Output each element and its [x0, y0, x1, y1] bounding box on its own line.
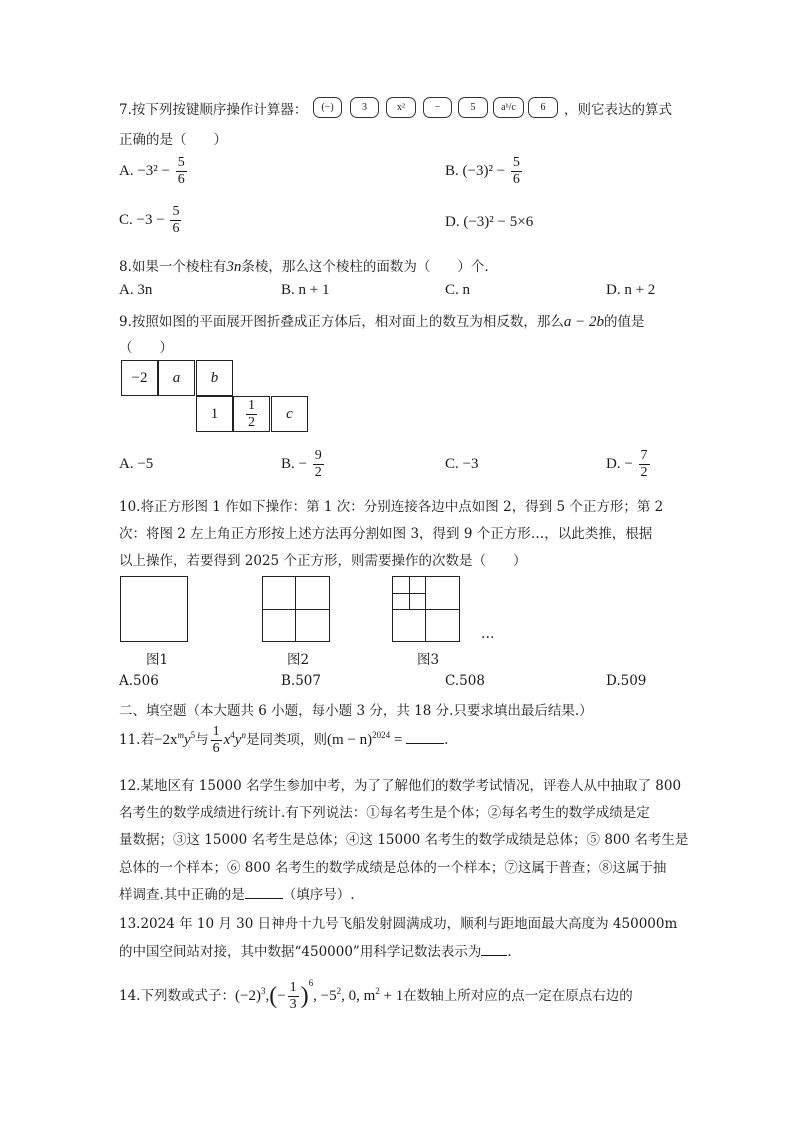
calc-key-3: 3	[350, 97, 379, 118]
q12-line5: 样调查.其中正确的是 （填序号）.	[119, 887, 355, 903]
calc-key-fraction: aᵇ/c	[493, 97, 524, 118]
q7-option-a: A. −3² − $\frac{5}{6}$	[119, 155, 185, 187]
q7-option-c: C. −3 − $\frac{5}{6}$	[119, 204, 180, 236]
q10-option-d: D.509	[606, 673, 647, 689]
figure-2-square	[262, 576, 330, 642]
q8-stem: 8.如果一个棱柱有3n条棱，那么这个棱柱的面数为（ ）个.	[119, 259, 489, 275]
q11-answer-blank	[406, 743, 444, 744]
q8-option-b: B. n + 1	[281, 282, 330, 298]
q8-option-c: C. n	[445, 282, 471, 298]
q10-stem-line1: 10.将正方形图 1 作如下操作：第 1 次：分别连接各边中点如图 2，得到 5 个正方形；第 2	[119, 499, 664, 515]
q14-stem: 14.下列数或式子：$(-2)^3,(-$ $\frac{1}{3}$ )$^6$, $-5^2$, 0, $m^2 + 1$在数轴上所对应的点一定在原点右边的	[119, 978, 633, 1013]
net-cell-1: 1	[196, 396, 233, 432]
q13-answer-blank	[481, 955, 507, 956]
q12-line1: 12.某地区有 15000 名学生参加中考，为了了解他们的数学考试情况，评卷人从中抽取了 800	[119, 778, 682, 794]
q12-line3: 量数据；③这 15000 名考生是总体；④这 15000 名考生的数学成绩是总体；⑤ 800 名考生是	[119, 832, 689, 848]
figure-3-square	[392, 576, 460, 642]
net-cell-a: a	[158, 360, 195, 396]
q9-option-c: C. −3	[445, 456, 479, 472]
q7-stem-end: ，则它表达的算式	[564, 102, 672, 118]
q9-stem-line2: （ ）	[119, 340, 173, 356]
net-cell-b: b	[196, 360, 233, 396]
q7-stem: 7.按下列按键顺序操作计算器：	[119, 102, 308, 118]
q7-option-d: D. (−3)² − 5×6	[445, 214, 534, 230]
figure-2-label: 图2	[287, 652, 310, 668]
calc-key-minus: −	[423, 97, 452, 118]
q12-line2: 名考生的数学成绩进行统计.有下列说法：①每名考生是个体；②每名考生的数学成绩是定	[119, 805, 650, 821]
figure-2-hline	[263, 609, 329, 610]
q10-stem-line2: 次：将图 2 左上角正方形按上述方法再分割如图 3，得到 9 个正方形…，以此类推，根据	[119, 526, 653, 542]
q13-line1: 13.2024 年 10 月 30 日神舟十九号飞船发射圆满成功，顺利与距地面最大高度为 450000m	[119, 916, 678, 932]
figure-ellipsis: …	[481, 626, 495, 642]
q10-stem-line3: 以上操作，若要得到 2025 个正方形，则需要操作的次数是（ ）	[119, 553, 527, 569]
section-2-heading: 二、填空题（本大题共 6 小题，每小题 3 分，共 18 分.只要求填出最后结果.）	[119, 703, 593, 719]
q8-option-d: D. n + 2	[606, 282, 656, 298]
q7-option-b: B. (−3)² − $\frac{5}{6}$	[445, 155, 520, 187]
q12-line4: 总体的一个样本；⑥ 800 名考生的数学成绩是总体的一个样本；⑦这属于普查；⑧这属于抽	[119, 860, 667, 876]
calc-key-5: 5	[458, 97, 488, 118]
figure-1-label: 图1	[146, 652, 169, 668]
q10-option-b: B.507	[281, 673, 321, 689]
figure-3-label: 图3	[417, 652, 440, 668]
q12-answer-blank	[245, 898, 283, 899]
calc-key-negative: (−)	[313, 97, 342, 118]
q8-option-a: A. 3n	[119, 282, 153, 298]
calc-key-square: x²	[386, 97, 416, 118]
calc-key-6: 6	[528, 97, 558, 118]
q13-line2: 的中国空间站对接，其中数据“450000”用科学记数法表示为 .	[119, 944, 512, 960]
q10-option-a: A.506	[119, 673, 159, 689]
figure-3-hline	[393, 609, 459, 610]
net-cell-neg2: −2	[121, 360, 158, 396]
q7-stem-line2: 正确的是（ ）	[119, 132, 227, 148]
net-cell-half: $\frac{1}{2}$	[233, 396, 270, 432]
figure-1-square	[120, 576, 188, 642]
q9-option-a: A. −5	[119, 456, 154, 472]
q9-option-d: D. − $\frac{7}{2}$	[606, 448, 648, 480]
figure-3-sub-hline	[393, 593, 425, 594]
q11-stem: 11.若$-2x^my^5$与 $\frac{1}{6}$ $x^4y^n$是同类项，则$(m - n)^{2024}$ = .	[119, 724, 449, 756]
q9-option-b: B. − $\frac{9}{2}$	[281, 448, 322, 480]
net-cell-c: c	[271, 396, 308, 432]
q9-stem: 9.按照如图的平面展开图折叠成正方体后，相对面上的数互为相反数，那么a − 2b的值是	[119, 314, 645, 330]
q10-option-c: C.508	[445, 673, 485, 689]
